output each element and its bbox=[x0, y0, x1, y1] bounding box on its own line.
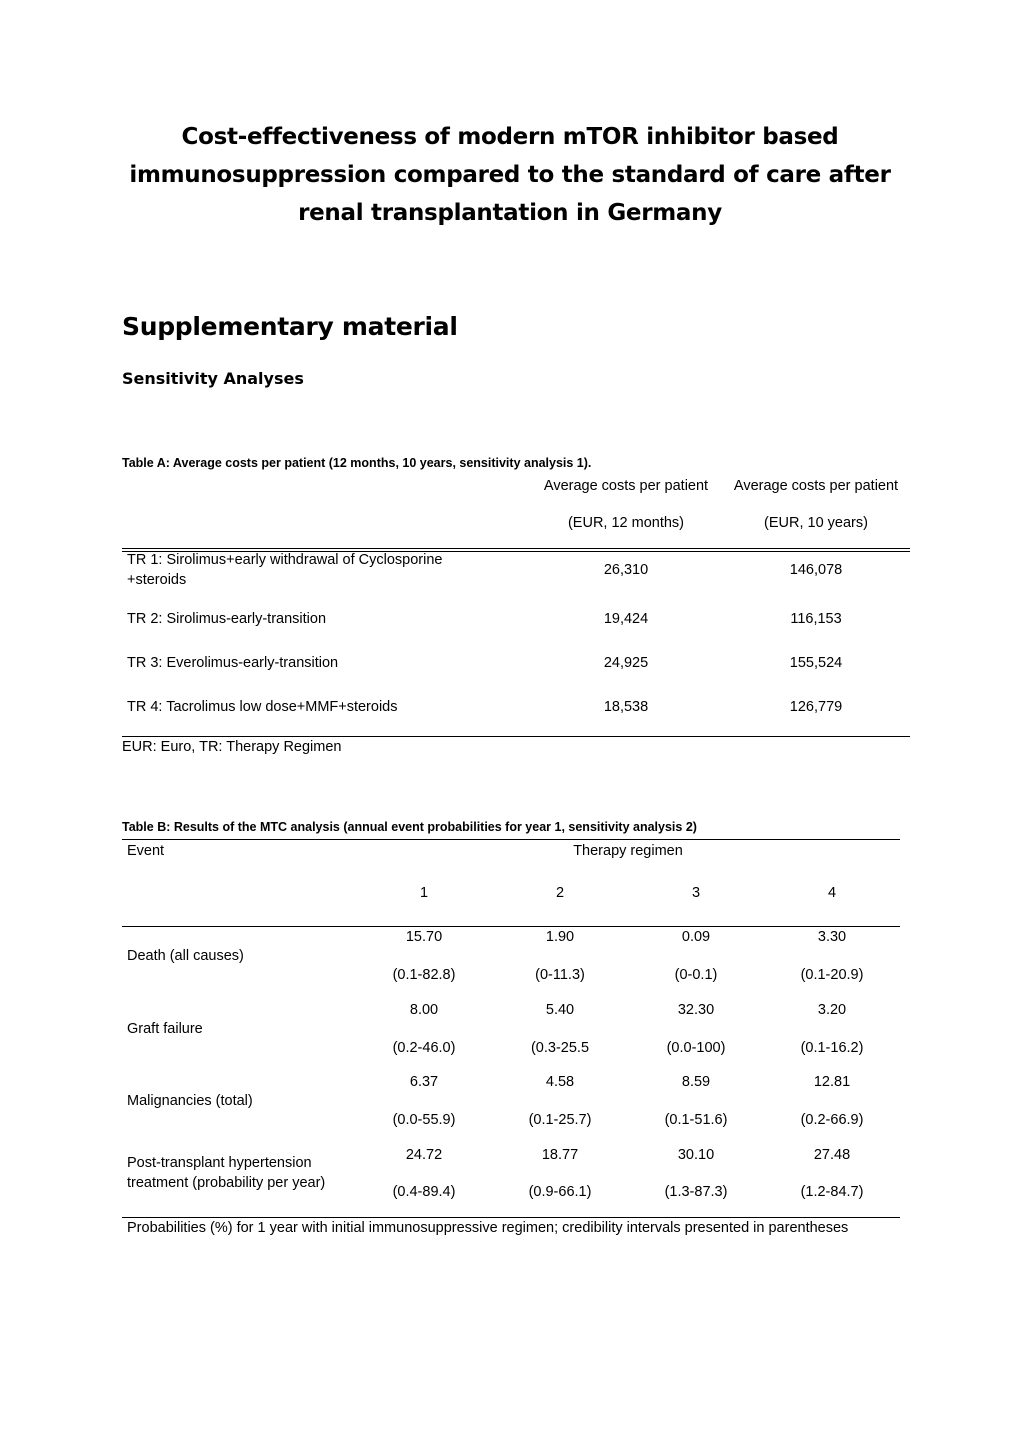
table-b-caption: Table B: Results of the MTC analysis (annual event probabilities for year 1, sensitivity analysis 2) bbox=[122, 820, 697, 834]
probability-value: 30.10 bbox=[677, 1147, 715, 1163]
credibility-interval: (1.3-87.3) bbox=[664, 1184, 728, 1200]
table-a-header-12m-top: Average costs per patient bbox=[543, 478, 709, 494]
probability-value: 15.70 bbox=[405, 929, 443, 945]
row-label: TR 3: Everolimus-early-transition bbox=[127, 655, 339, 671]
row-label: TR 4: Tacrolimus low dose+MMF+steroids bbox=[127, 699, 398, 715]
table-b-header-rule bbox=[122, 926, 900, 927]
table-a-header-10y-bottom: (EUR, 10 years) bbox=[764, 515, 868, 531]
probability-value: 12.81 bbox=[813, 1074, 851, 1090]
credibility-interval: (0.0-100) bbox=[666, 1040, 726, 1056]
credibility-interval: (0.1-16.2) bbox=[800, 1040, 864, 1056]
probability-value: 4.58 bbox=[545, 1074, 575, 1090]
table-a-header-12m-bottom: (EUR, 12 months) bbox=[567, 515, 685, 531]
probability-value: 1.90 bbox=[545, 929, 575, 945]
cost-12m: 18,538 bbox=[603, 699, 649, 715]
document-title: Cost-effectiveness of modern mTOR inhibitor based immunosuppression compared to the standard of care after renal transplantation in Germany bbox=[129, 124, 891, 226]
therapy-regimen-header: Therapy regimen bbox=[573, 843, 683, 859]
credibility-interval: (1.2-84.7) bbox=[800, 1184, 864, 1200]
row-label: TR 2: Sirolimus-early-transition bbox=[127, 611, 327, 627]
probability-value: 18.77 bbox=[541, 1147, 579, 1163]
subsection-heading: Sensitivity Analyses bbox=[122, 369, 304, 388]
credibility-interval: (0.1-25.7) bbox=[528, 1112, 592, 1128]
cost-10y: 126,779 bbox=[789, 699, 843, 715]
probability-value: 32.30 bbox=[677, 1002, 715, 1018]
credibility-interval: (0-0.1) bbox=[674, 967, 718, 983]
probability-value: 6.37 bbox=[409, 1074, 439, 1090]
regimen-4-header: 4 bbox=[827, 885, 837, 901]
event-label: Death (all causes) bbox=[127, 948, 244, 964]
cost-10y: 155,524 bbox=[789, 655, 843, 671]
credibility-interval: (0.2-66.9) bbox=[800, 1112, 864, 1128]
probability-value: 8.59 bbox=[681, 1074, 711, 1090]
row-label: +steroids bbox=[127, 572, 187, 588]
probability-value: 27.48 bbox=[813, 1147, 851, 1163]
table-b-top-rule bbox=[122, 839, 900, 840]
event-label: Post-transplant hypertension bbox=[127, 1155, 312, 1171]
regimen-2-header: 2 bbox=[555, 885, 565, 901]
regimen-3-header: 3 bbox=[691, 885, 701, 901]
credibility-interval: (0.9-66.1) bbox=[528, 1184, 592, 1200]
cost-12m: 19,424 bbox=[603, 611, 649, 627]
cost-12m: 26,310 bbox=[603, 562, 649, 578]
table-b-footnote: Probabilities (%) for 1 year with initial immunosuppressive regimen; credibility intervals presented in parentheses bbox=[127, 1220, 849, 1236]
cost-12m: 24,925 bbox=[603, 655, 649, 671]
credibility-interval: (0.1-51.6) bbox=[664, 1112, 728, 1128]
probability-value: 8.00 bbox=[409, 1002, 439, 1018]
table-a-footnote: EUR: Euro, TR: Therapy Regimen bbox=[122, 739, 342, 755]
probability-value: 5.40 bbox=[545, 1002, 575, 1018]
probability-value: 0.09 bbox=[681, 929, 711, 945]
probability-value: 3.30 bbox=[817, 929, 847, 945]
probability-value: 24.72 bbox=[405, 1147, 443, 1163]
credibility-interval: (0-11.3) bbox=[535, 967, 585, 983]
event-label: Malignancies (total) bbox=[127, 1093, 253, 1109]
credibility-interval: (0.3-25.5 bbox=[530, 1040, 590, 1056]
credibility-interval: (0.2-46.0) bbox=[392, 1040, 456, 1056]
credibility-interval: (0.1-82.8) bbox=[392, 967, 456, 983]
event-label: Graft failure bbox=[127, 1021, 203, 1037]
regimen-1-header: 1 bbox=[419, 885, 429, 901]
table-a-bottom-rule bbox=[122, 736, 910, 737]
credibility-interval: (0.0-55.9) bbox=[392, 1112, 456, 1128]
credibility-interval: (0.1-20.9) bbox=[800, 967, 864, 983]
section-heading: Supplementary material bbox=[122, 312, 458, 341]
event-label: treatment (probability per year) bbox=[127, 1175, 326, 1191]
probability-value: 3.20 bbox=[817, 1002, 847, 1018]
credibility-interval: (0.4-89.4) bbox=[392, 1184, 456, 1200]
row-label: TR 1: Sirolimus+early withdrawal of Cyclosporine bbox=[127, 552, 443, 568]
table-a-rule bbox=[122, 548, 910, 549]
table-a-header-10y-top: Average costs per patient bbox=[733, 478, 899, 494]
table-a-caption: Table A: Average costs per patient (12 months, 10 years, sensitivity analysis 1). bbox=[122, 456, 592, 470]
event-header: Event bbox=[127, 843, 165, 859]
cost-10y: 146,078 bbox=[789, 562, 843, 578]
cost-10y: 116,153 bbox=[790, 611, 842, 627]
table-b-bottom-rule bbox=[122, 1217, 900, 1218]
